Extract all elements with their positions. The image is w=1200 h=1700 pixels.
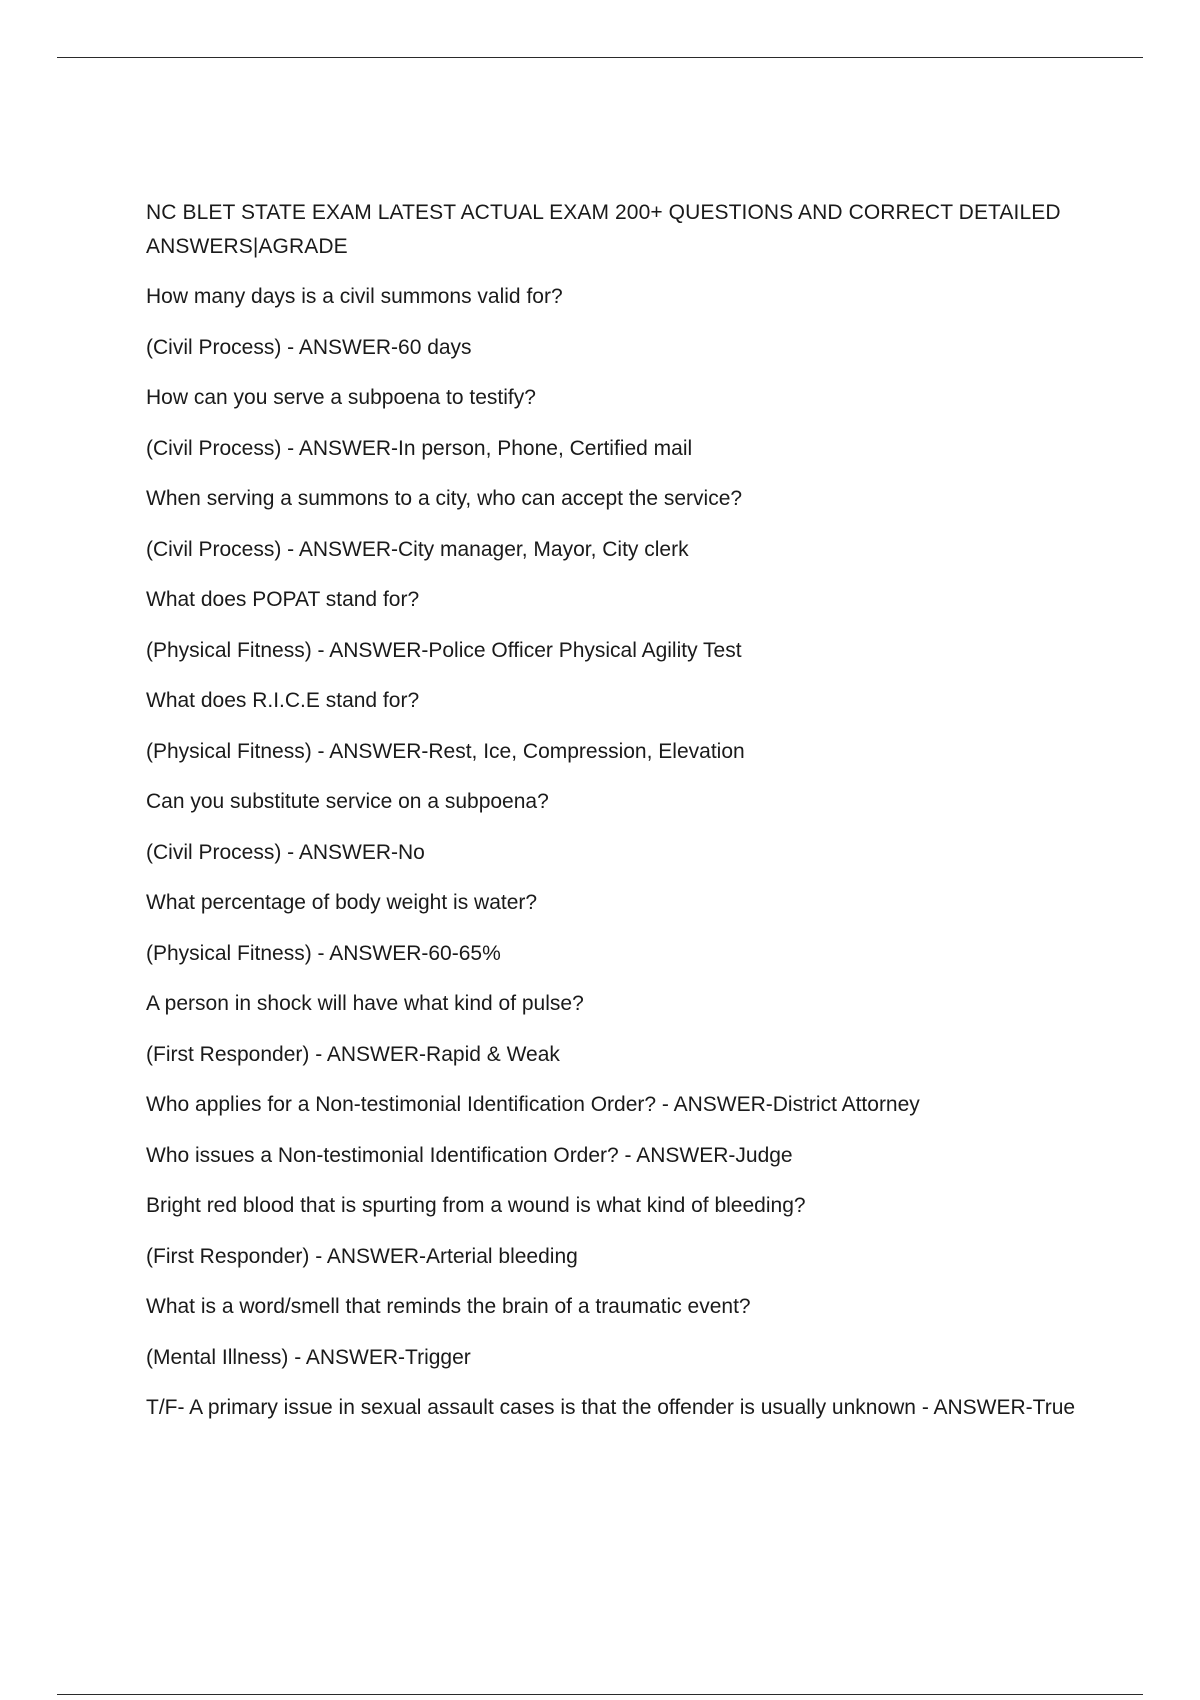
question-line: Can you substitute service on a subpoena? bbox=[146, 790, 549, 813]
question-line: What percentage of body weight is water? bbox=[146, 891, 538, 914]
answer-line: (Physical Fitness) - ANSWER-Rest, Ice, Compression, Elevation bbox=[146, 739, 745, 763]
question-line: Bright red blood that is spurting from a wound is what kind of bleeding? bbox=[146, 1194, 806, 1217]
question-answer-line: Who applies for a Non-testimonial Identification Order? - ANSWER-District Attorney bbox=[146, 1093, 920, 1116]
question-answer-line: Who issues a Non-testimonial Identification Order? - ANSWER-Judge bbox=[146, 1143, 793, 1167]
document-title: NC BLET STATE EXAM LATEST ACTUAL EXAM 200+ QUESTIONS AND CORRECT DETAILED ANSWERS|AGRADE bbox=[146, 201, 1061, 258]
answer-line: (Physical Fitness) - ANSWER-60-65% bbox=[146, 941, 501, 965]
question-answer-line: T/F- A primary issue in sexual assault cases is that the offender is usually unknown - ANSWER-True bbox=[146, 1396, 1076, 1419]
answer-line: (First Responder) - ANSWER-Arterial bleeding bbox=[146, 1244, 578, 1268]
answer-line: (First Responder) - ANSWER-Rapid & Weak bbox=[146, 1042, 560, 1066]
question-line: What is a word/smell that reminds the brain of a traumatic event? bbox=[146, 1295, 751, 1318]
question-line: What does R.I.C.E stand for? bbox=[146, 689, 420, 712]
answer-line: (Civil Process) - ANSWER-60 days bbox=[146, 335, 472, 359]
question-line: When serving a summons to a city, who can accept the service? bbox=[146, 487, 743, 510]
header-rule bbox=[57, 57, 1143, 58]
answer-line: (Civil Process) - ANSWER-No bbox=[146, 840, 425, 864]
question-line: A person in shock will have what kind of pulse? bbox=[146, 992, 584, 1015]
question-line: How many days is a civil summons valid for? bbox=[146, 285, 563, 308]
answer-line: (Civil Process) - ANSWER-City manager, Mayor, City clerk bbox=[146, 537, 689, 561]
question-line: How can you serve a subpoena to testify? bbox=[146, 386, 536, 409]
answer-line: (Physical Fitness) - ANSWER-Police Officer Physical Agility Test bbox=[146, 638, 742, 662]
answer-line: (Civil Process) - ANSWER-In person, Phone, Certified mail bbox=[146, 436, 693, 460]
answer-line: (Mental Illness) - ANSWER-Trigger bbox=[146, 1345, 471, 1369]
document-body bbox=[146, 196, 1086, 1442]
question-line: What does POPAT stand for? bbox=[146, 588, 420, 611]
footer-rule bbox=[57, 1694, 1143, 1695]
